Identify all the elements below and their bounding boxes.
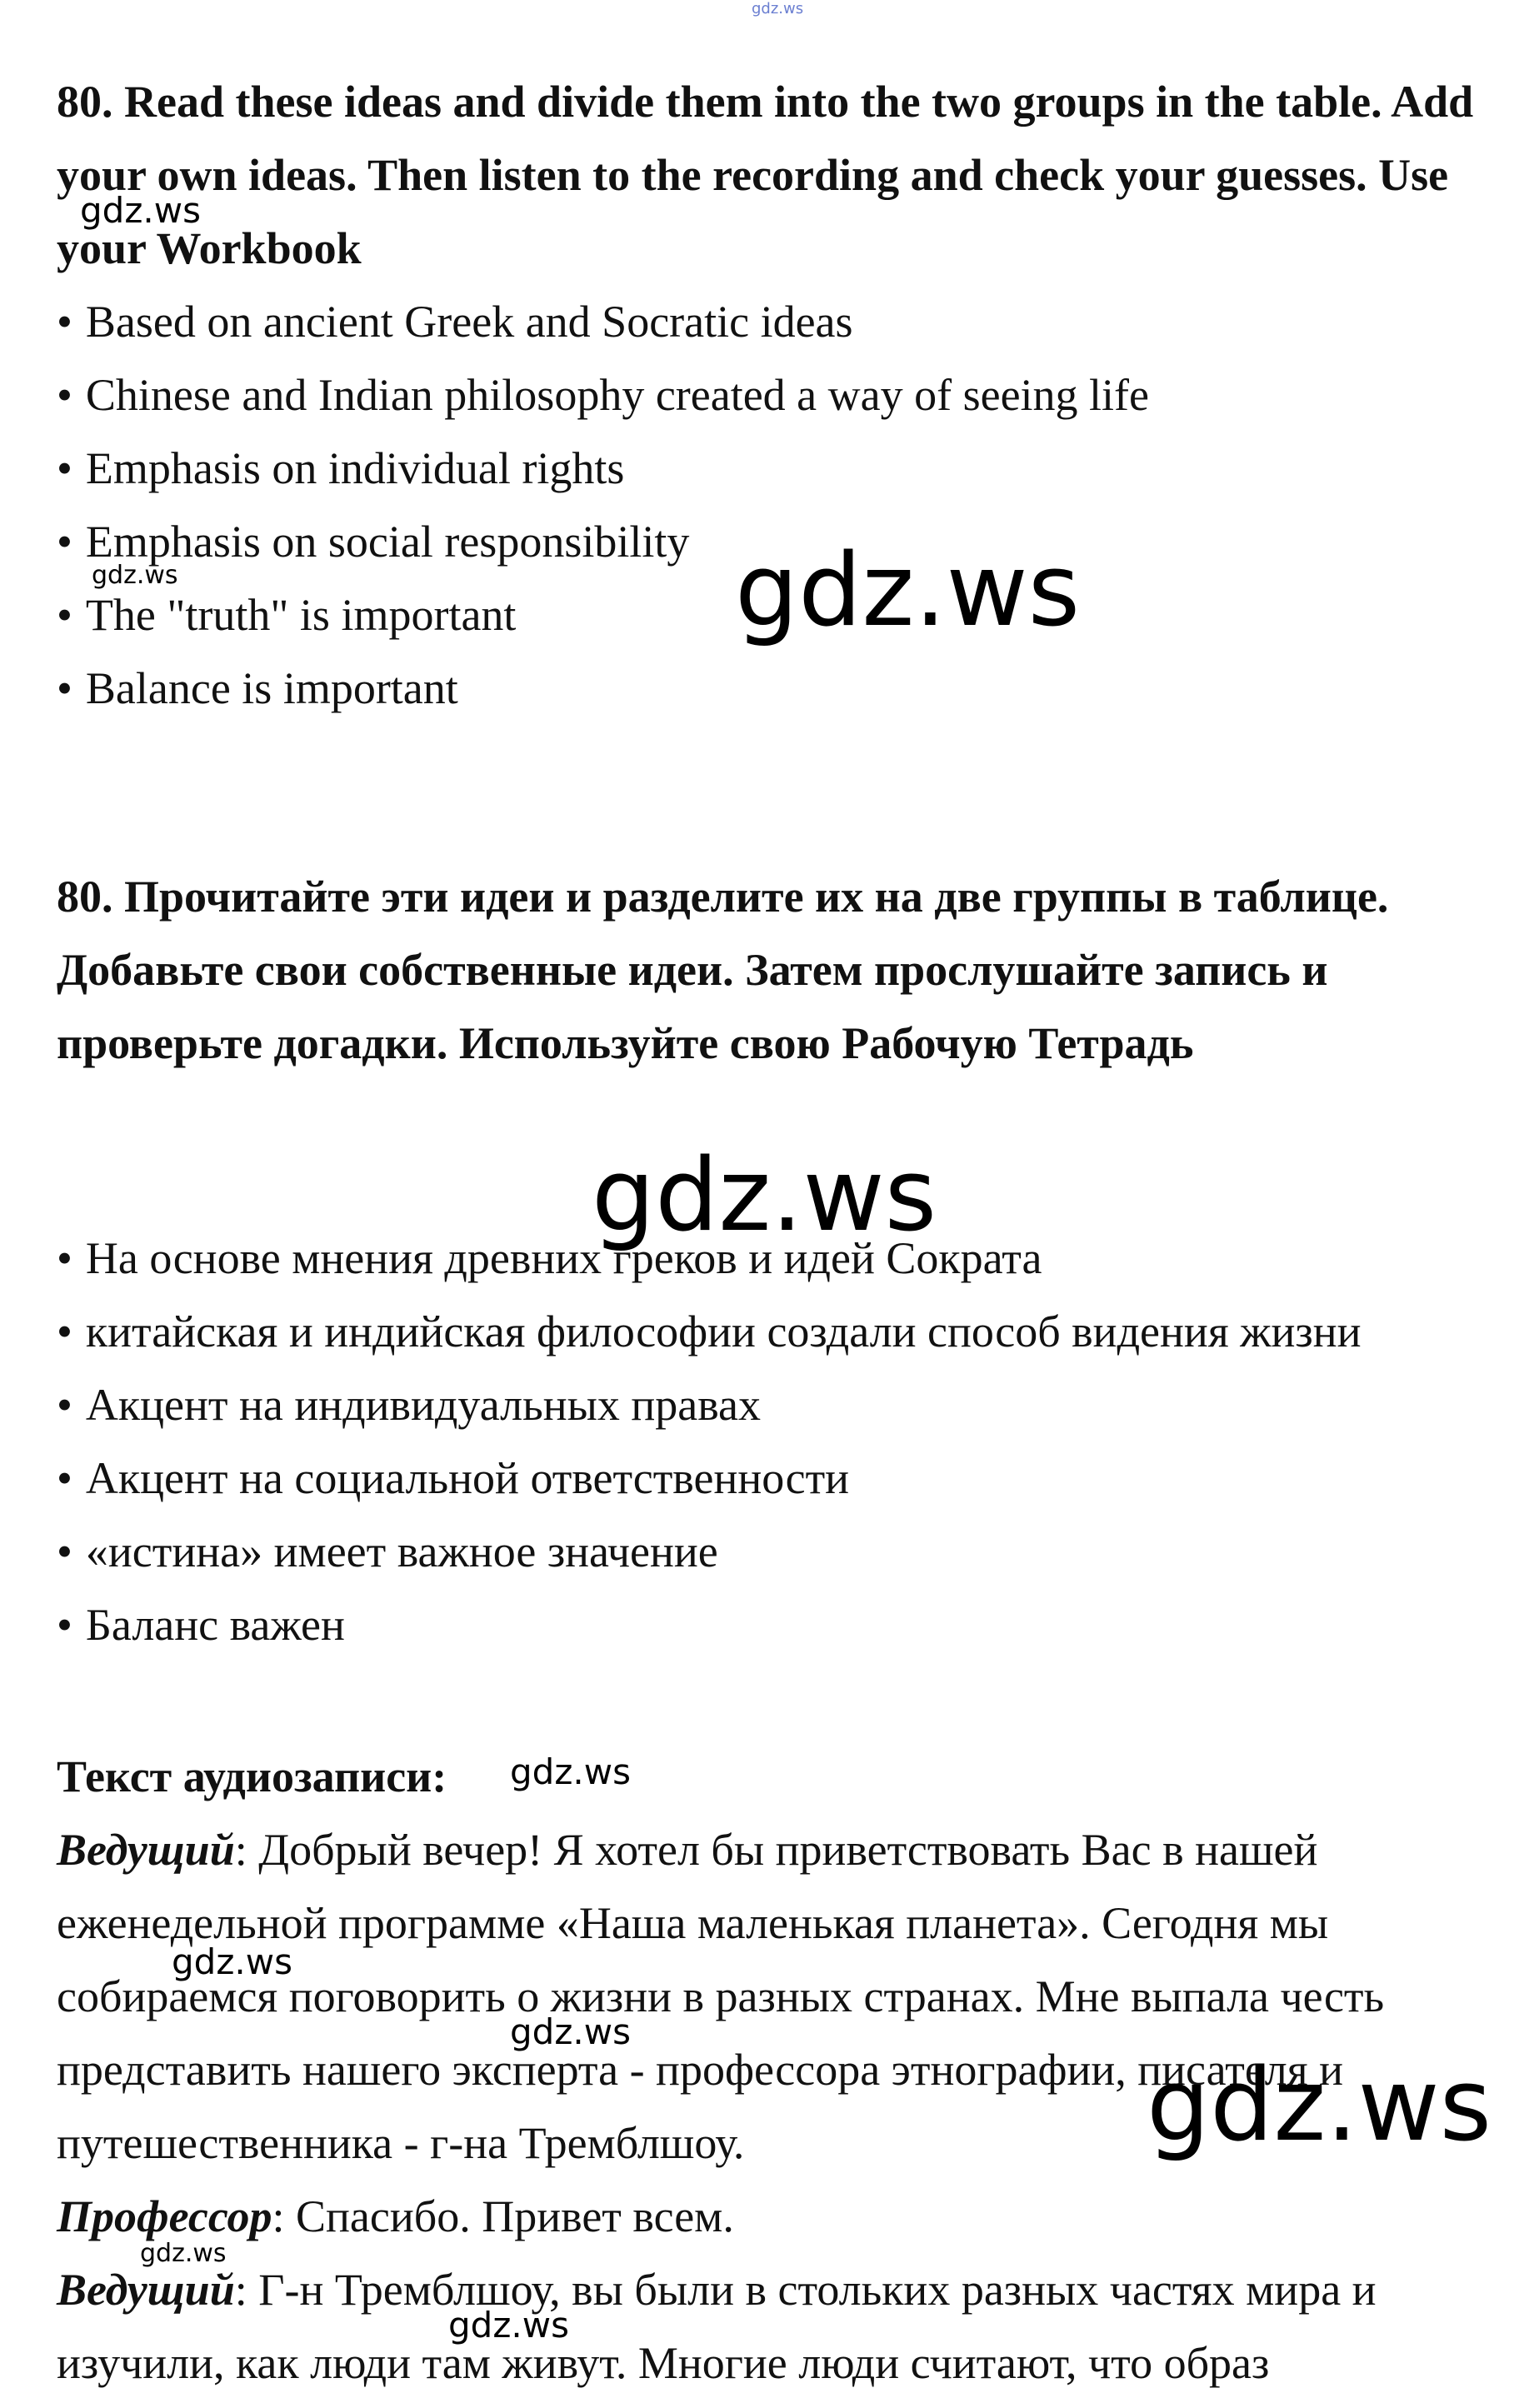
watermark: gdz.ws	[510, 2011, 631, 2052]
watermark: gdz.ws	[752, 0, 804, 17]
list-item: • The "truth" is important	[57, 578, 1481, 652]
speaker-name: Ведущий	[57, 1825, 235, 1875]
list-item: • Emphasis on individual rights	[57, 432, 1481, 505]
watermark: gdz.ws	[735, 533, 1081, 649]
transcript-title: Текст аудиозаписи:	[57, 1751, 447, 1801]
russian-idea-list	[57, 1221, 1481, 1661]
watermark: gdz.ws	[172, 1941, 292, 1982]
watermark: gdz.ws	[448, 2305, 569, 2346]
watermark: gdz.ws	[510, 1751, 631, 1792]
list-item: • «истина» имеет важное значение	[57, 1515, 1481, 1588]
transcript-paragraph	[57, 2180, 1481, 2253]
list-item: • Акцент на индивидуальных правах	[57, 1368, 1481, 1441]
speaker-text: : Добрый вечер! Я хотел бы приветствовать Вас в нашей еженедельной программе «Наша маленькая планета». Сегодня мы собираемся поговорить о жизни в разных странах. Мне выпала честь представить нашего эксперта - профессора этнографии, писателя и путешественника - г-на Тремблшоу.	[57, 1825, 1385, 2168]
list-item: • Based on ancient Greek and Socratic ideas	[57, 285, 1481, 358]
speaker-name: Ведущий	[57, 2265, 235, 2315]
russian-heading: 80. Прочитайте эти идеи и разделите их на две группы в таблице. Добавьте свои собственные идеи. Затем прослушайте запись и проверьте догадки. Используйте свою Рабочую Тетрадь	[57, 872, 1389, 1068]
english-idea-list	[57, 285, 1481, 725]
list-item: • Emphasis on social responsibility	[57, 505, 1481, 578]
watermark: gdz.ws	[140, 2239, 227, 2268]
speaker-text: : Г-н Тремблшоу, вы были в стольких разных частях мира и изучили, как люди там живут. Многие люди считают, что образ	[57, 2265, 1377, 2388]
speaker-text: : Спасибо. Привет всем.	[272, 2191, 734, 2241]
watermark: gdz.ws	[92, 561, 178, 590]
watermark: gdz.ws	[1147, 2048, 1492, 2164]
list-item: • Chinese and Indian philosophy created a way of seeing life	[57, 358, 1481, 432]
russian-list-section	[57, 1221, 1481, 1661]
list-item: • Balance is important	[57, 652, 1481, 725]
watermark: gdz.ws	[80, 190, 201, 231]
russian-section	[57, 860, 1481, 1080]
transcript-paragraph	[57, 2253, 1481, 2400]
english-heading: 80. Read these ideas and divide them into the two groups in the table. Add your own ideas. Then listen to the recording and check your guesses. Use your Workbook	[57, 77, 1474, 273]
list-item: • Акцент на социальной ответственности	[57, 1441, 1481, 1515]
list-item: • китайская и индийская философии создали способ видения жизни	[57, 1295, 1481, 1368]
watermark: gdz.ws	[592, 1138, 937, 1254]
speaker-name: Профессор	[57, 2191, 272, 2241]
list-item: • На основе мнения древних греков и идей Сократа	[57, 1221, 1481, 1295]
list-item: • Баланс важен	[57, 1588, 1481, 1661]
